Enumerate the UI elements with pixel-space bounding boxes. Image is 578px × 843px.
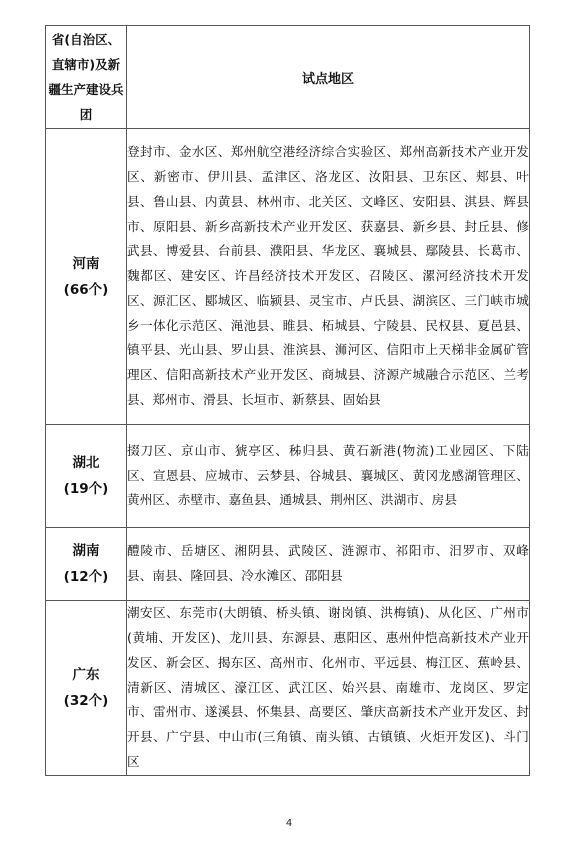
- province-name: 广东: [72, 667, 100, 683]
- province-name: 河南: [72, 255, 100, 272]
- province-cell: [46, 129, 127, 425]
- table-row-guangdong: [46, 601, 530, 776]
- header-pilot-areas: 试点地区: [127, 26, 530, 129]
- areas-list: 醴陵市、岳塘区、湘阴县、武陵区、涟源市、祁阳市、汨罗市、双峰县、南县、隆回县、冷水滩区、邵阳县: [127, 528, 530, 601]
- page-number: 4: [285, 818, 293, 829]
- province-count: (19个): [63, 481, 109, 497]
- areas-list: 掇刀区、京山市、猇亭区、秭归县、黄石新港(物流)工业园区、下陆区、宣恩县、应城市、云梦县、谷城县、襄城区、黄冈龙感湖管理区、黄州区、赤壁市、嘉鱼县、通城县、荆州区、洪湖市、房县: [127, 425, 530, 528]
- header-province: 省(自治区、直辖市)及新疆生产建设兵团: [46, 26, 127, 129]
- table-row-hunan: [46, 528, 530, 601]
- province-name: 湖北: [72, 455, 100, 471]
- province-name: 湖南: [72, 543, 100, 559]
- province-cell: [46, 528, 127, 601]
- areas-list: 登封市、金水区、郑州航空港经济综合实验区、郑州高新技术产业开发区、新密市、伊川县、孟津区、洛龙区、汝阳县、卫东区、郏县、叶县、鲁山县、内黄县、林州市、北关区、文峰区、安阳县、淇县、辉县市、原阳县、新乡高新技术产业开发区、获嘉县、新乡县、封丘县、修武县、博爱县、台前县、濮阳县、华龙区、襄城县、鄢陵县、长葛市、魏都区、建安区、许昌经济技术开发区、召陵区、漯河经济技术开发区、源汇区、郾城区、临颍县、灵宝市、卢氏县、湖滨区、三门峡市城乡一体化示范区、渑池县、睢县、柘城县、宁陵县、民权县、夏邑县、镇平县、光山县、罗山县、淮滨县、浉河区、信阳市上天梯非金属矿管理区、信阳高新技术产业开发区、商城县、济源产城融合示范区、兰考县、郑州市、滑县、长垣市、新蔡县、固始县: [127, 129, 530, 425]
- pilot-areas-table: [45, 25, 530, 776]
- province-cell: [46, 601, 127, 776]
- province-count: (12个): [63, 569, 109, 585]
- areas-list: 潮安区、东莞市(大朗镇、桥头镇、谢岗镇、洪梅镇)、从化区、广州市(黄埔、开发区)、龙川县、东源县、惠阳区、惠州仲恺高新技术产业开发区、新会区、揭东区、高州市、化州市、平远县、梅江区、蕉岭县、清新区、清城区、濠江区、武江区、始兴县、南雄市、龙岗区、罗定市、雷州市、遂溪县、怀集县、高要区、肇庆高新技术产业开发区、封开县、广宁县、中山市(三角镇、南头镇、古镇镇、火炬开发区)、斗门区: [127, 601, 530, 776]
- province-cell: [46, 425, 127, 528]
- table-row-hubei: [46, 425, 530, 528]
- province-count: (66个): [63, 281, 109, 298]
- table-row-henan: [46, 129, 530, 425]
- table-header-row: [46, 26, 530, 129]
- province-count: (32个): [63, 693, 109, 709]
